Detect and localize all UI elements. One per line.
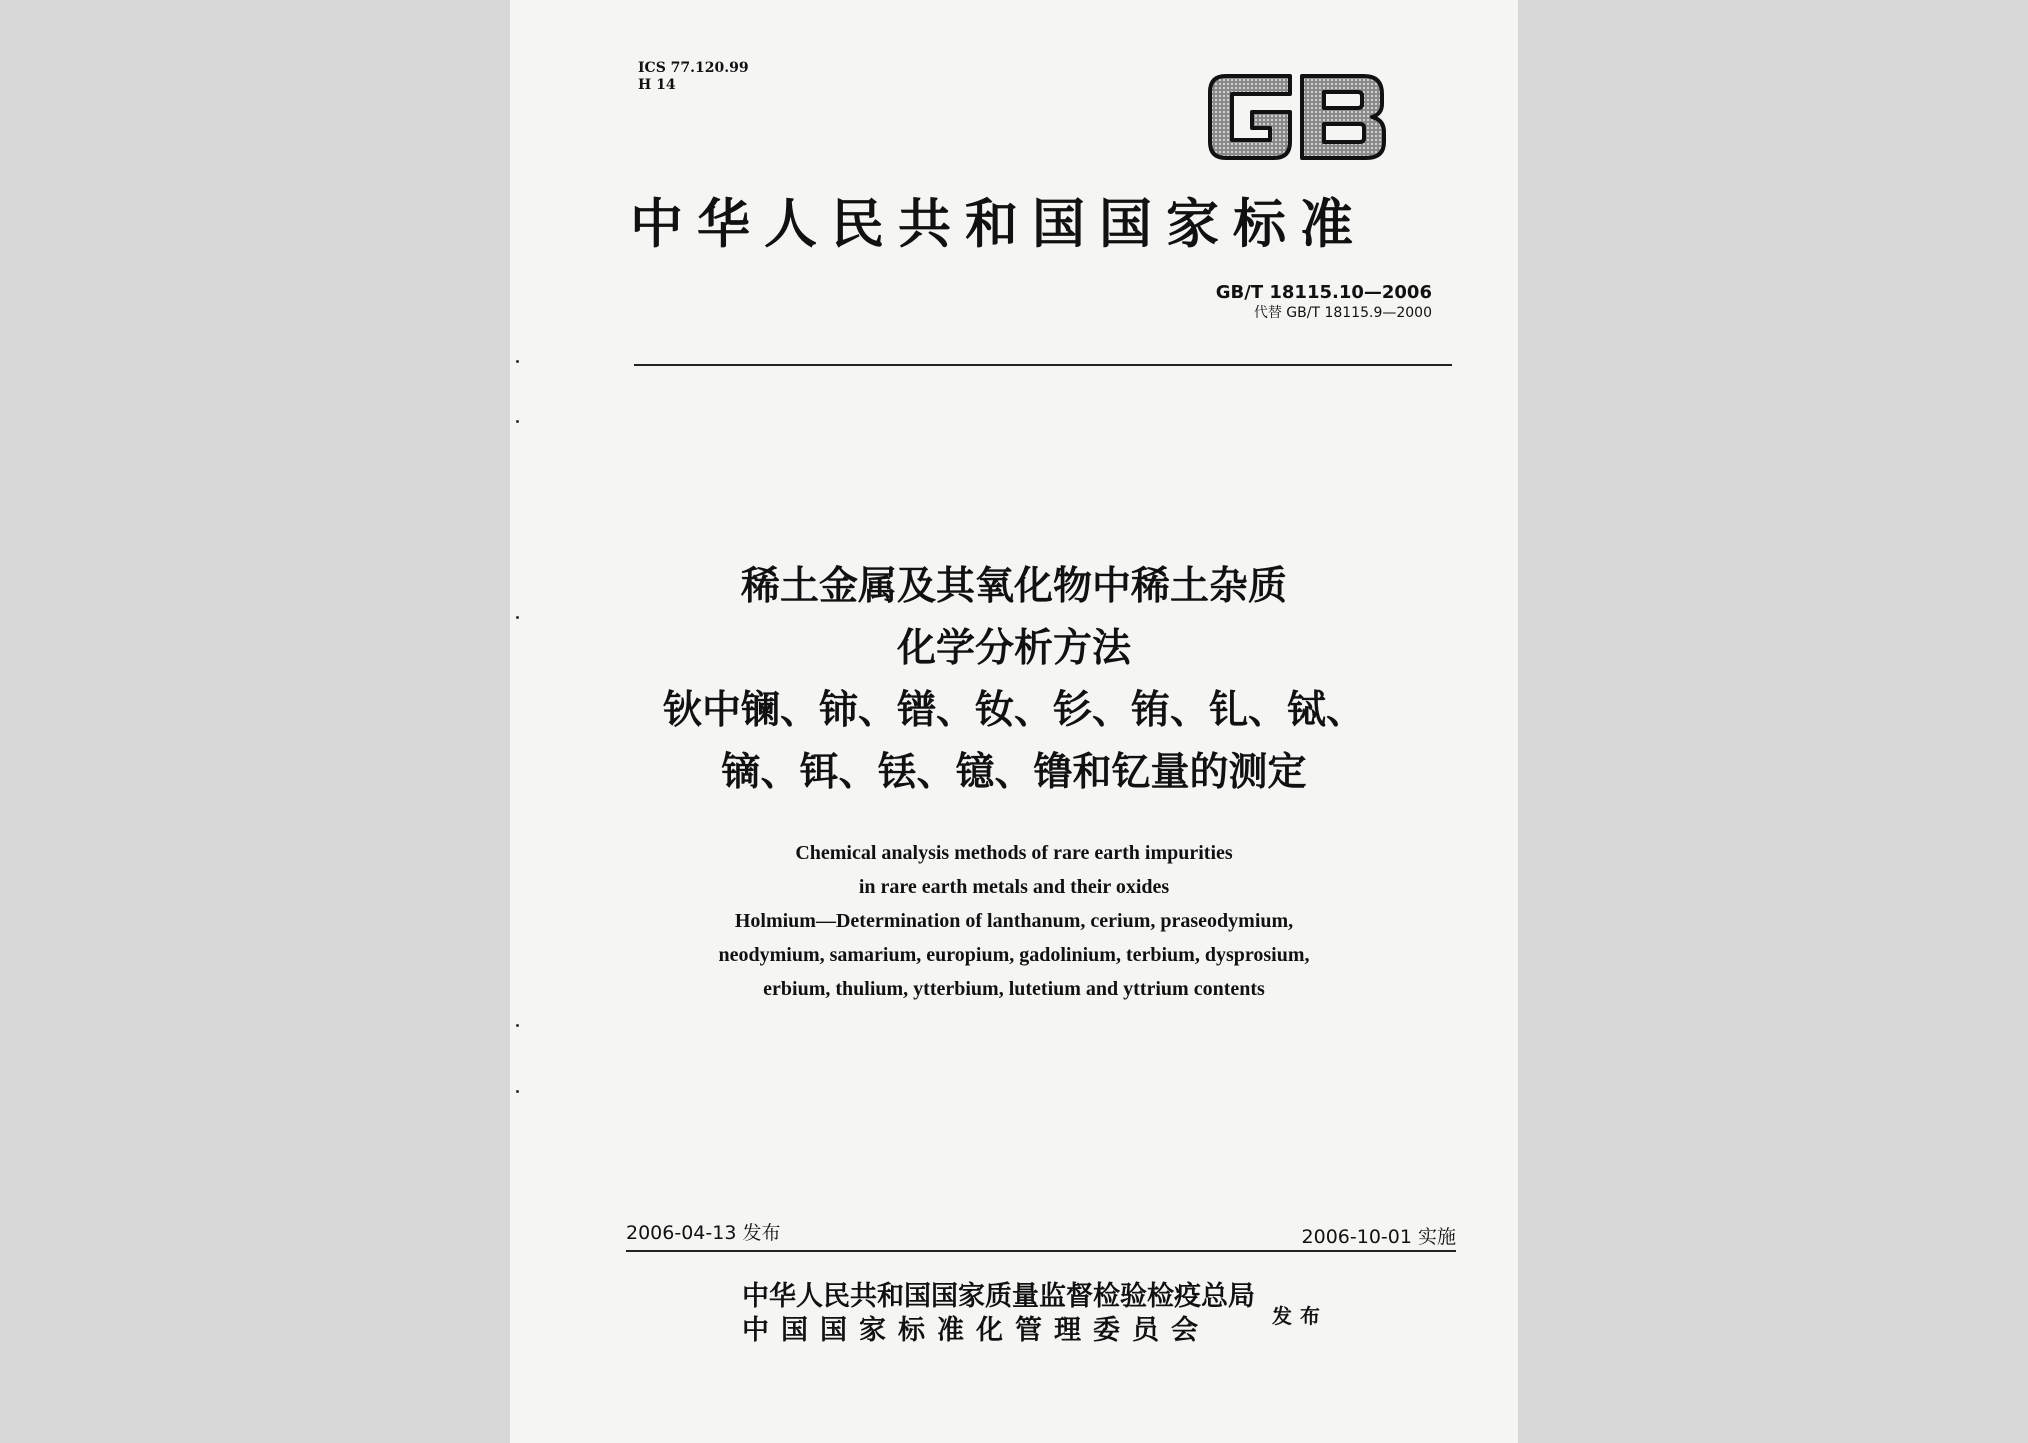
gb-logo-icon bbox=[1202, 62, 1392, 172]
scan-speck bbox=[516, 420, 519, 423]
standard-number-block bbox=[1216, 282, 1432, 322]
scan-speck bbox=[516, 616, 519, 619]
standard-type-title: 中华人民共和国国家标准 bbox=[630, 194, 1367, 255]
english-title-line: Chemical analysis methods of rare earth impurities bbox=[795, 842, 1233, 864]
replaces-standard: 代替 GB/T 18115.9—2000 bbox=[1253, 305, 1432, 321]
chinese-title-line: 钬中镧、铈、镨、钕、钐、铕、钆、铽、 bbox=[662, 688, 1365, 733]
footer-divider bbox=[626, 1250, 1456, 1252]
scan-speck bbox=[516, 360, 519, 363]
issuer-sac: 中国国家标准化管理委员会 bbox=[742, 1315, 1210, 1346]
implementation-date: 2006-10-01 实施 bbox=[1301, 1226, 1456, 1248]
header-divider bbox=[634, 364, 1452, 366]
issuer-aqsiq: 中华人民共和国国家质量监督检验检疫总局 bbox=[742, 1281, 1255, 1312]
chinese-title-line: 稀土金属及其氧化物中稀土杂质 bbox=[740, 564, 1287, 609]
issue-date: 2006-04-13 发布 bbox=[626, 1222, 781, 1244]
chinese-title-line: 镝、铒、铥、镱、镥和钇量的测定 bbox=[721, 750, 1307, 795]
english-title-line: neodymium, samarium, europium, gadolinium, terbium, dysprosium, bbox=[718, 944, 1310, 966]
standard-number: GB/T 18115.10—2006 bbox=[1215, 282, 1432, 303]
publish-label: 发布 bbox=[1272, 1304, 1328, 1328]
ics-code: ICS 77.120.99 bbox=[638, 60, 749, 76]
scan-speck bbox=[516, 1024, 519, 1027]
issuing-organizations bbox=[742, 1280, 1255, 1348]
document-page bbox=[510, 0, 1518, 1443]
scan-speck bbox=[516, 1090, 519, 1093]
english-title-line: Holmium—Determination of lanthanum, cerium, praseodymium, bbox=[734, 910, 1294, 932]
english-title-line: erbium, thulium, ytterbium, lutetium and yttrium contents bbox=[763, 978, 1265, 1000]
chinese-title bbox=[510, 556, 1518, 804]
classification-codes bbox=[638, 60, 749, 94]
ccs-code: H 14 bbox=[638, 77, 676, 93]
chinese-title-line: 化学分析方法 bbox=[896, 626, 1131, 671]
english-title bbox=[510, 836, 1518, 1006]
english-title-line: in rare earth metals and their oxides bbox=[858, 876, 1170, 898]
